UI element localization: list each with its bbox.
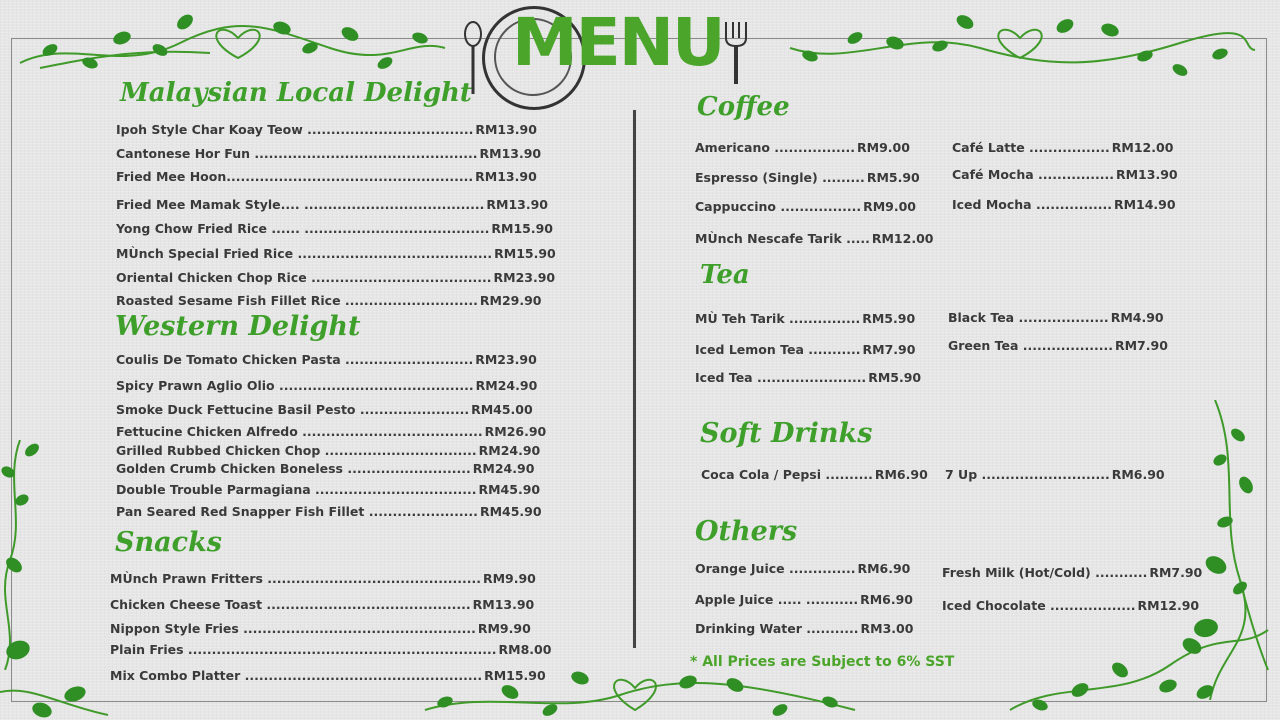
menu-item-price: RM24.90 <box>475 378 538 393</box>
menu-title: MENU <box>512 4 724 81</box>
section-title-tea: Tea <box>700 260 750 290</box>
menu-item-name: Plain Fries ................................................................. <box>110 642 497 657</box>
vine-top-left-decoration <box>10 8 450 78</box>
menu-item <box>116 293 541 308</box>
menu-item-price: RM9.90 <box>482 571 536 586</box>
menu-item <box>116 197 548 212</box>
menu-item-price: RM7.90 <box>1114 338 1168 353</box>
menu-item-name: Drinking Water ........... <box>695 621 859 636</box>
menu-item-price: RM5.90 <box>866 170 920 185</box>
menu-item-price: RM6.90 <box>874 467 928 482</box>
menu-item-name: Oriental Chicken Chop Rice ...................................... <box>116 270 492 285</box>
menu-item-price: RM12.00 <box>871 231 934 246</box>
menu-item-price: RM14.90 <box>1113 197 1176 212</box>
menu-item-price: RM15.90 <box>484 668 546 683</box>
menu-item-name: Orange Juice .............. <box>695 561 856 576</box>
menu-item-price: RM13.90 <box>472 597 535 612</box>
menu-item-price: RM6.90 <box>1111 467 1165 482</box>
menu-item <box>110 597 534 612</box>
menu-item-name: Cappuccino ................. <box>695 199 862 214</box>
vine-top-right-decoration <box>780 8 1260 78</box>
menu-item <box>942 598 1199 613</box>
fork-icon <box>722 20 750 86</box>
menu-item-name: Apple Juice ..... ........... <box>695 592 859 607</box>
menu-item-name: Fried Mee Mamak Style.... ...................................... <box>116 197 485 212</box>
menu-item-name: Black Tea ................... <box>948 310 1109 325</box>
menu-item-price: RM45.90 <box>478 482 541 497</box>
menu-item <box>116 270 555 285</box>
section-title-local: Malaysian Local Delight <box>120 78 472 108</box>
menu-item-name: Grilled Rubbed Chicken Chop ................................ <box>116 443 477 458</box>
menu-item-name: Café Latte ................. <box>952 140 1110 155</box>
section-title-coffee: Coffee <box>697 92 790 122</box>
menu-item-price: RM9.90 <box>477 621 531 636</box>
menu-item-price: RM9.00 <box>863 199 916 214</box>
vine-bottom-left-decoration <box>0 680 110 720</box>
menu-item-name: Nippon Style Fries ................................................. <box>110 621 476 636</box>
menu-item <box>110 642 551 657</box>
menu-item <box>116 246 556 261</box>
menu-item-price: RM12.90 <box>1137 598 1200 613</box>
menu-item-name: Roasted Sesame Fish Fillet Rice ............................ <box>116 293 478 308</box>
menu-item-price: RM8.00 <box>498 642 552 657</box>
section-title-soft: Soft Drinks <box>700 418 873 449</box>
menu-item <box>116 504 542 519</box>
menu-item <box>116 378 537 393</box>
menu-item-name: Coca Cola / Pepsi .......... <box>701 467 873 482</box>
section-title-western: Western Delight <box>115 311 361 342</box>
menu-item-price: RM15.90 <box>494 246 556 261</box>
menu-item-name: Golden Crumb Chicken Boneless .......................... <box>116 461 471 476</box>
menu-item-price: RM13.90 <box>1115 167 1178 182</box>
menu-item-price: RM3.00 <box>860 621 914 636</box>
menu-item-name: Iced Tea ....................... <box>695 370 867 385</box>
menu-item <box>952 140 1173 155</box>
menu-item-price: RM29.90 <box>479 293 542 308</box>
menu-item <box>701 467 928 482</box>
menu-item <box>948 338 1168 353</box>
menu-item <box>695 621 913 636</box>
section-title-snacks: Snacks <box>115 527 222 558</box>
menu-item-price: RM15.90 <box>491 221 554 236</box>
menu-item-name: Smoke Duck Fettucine Basil Pesto ....................... <box>116 402 470 417</box>
menu-item-price: RM5.90 <box>862 311 916 326</box>
menu-item <box>695 311 915 326</box>
menu-item-name: Americano ................. <box>695 140 856 155</box>
menu-item-price: RM12.00 <box>1111 140 1174 155</box>
menu-item <box>695 342 915 357</box>
menu-item <box>110 621 531 636</box>
menu-item <box>952 197 1176 212</box>
menu-item-name: Cantonese Hor Fun ............................................... <box>116 146 478 161</box>
menu-item-price: RM5.90 <box>868 370 922 385</box>
vine-bottom-right-decoration <box>1000 620 1270 720</box>
menu-item <box>695 592 913 607</box>
menu-item-name: MÙnch Prawn Fritters ............................................. <box>110 571 481 586</box>
vine-left-side-decoration <box>0 440 45 670</box>
menu-item-name: Fettucine Chicken Alfredo ...................................... <box>116 424 483 439</box>
menu-item-name: Double Trouble Parmagiana .................................. <box>116 482 477 497</box>
menu-item-name: Pan Seared Red Snapper Fish Fillet ....................... <box>116 504 478 519</box>
menu-item-name: Espresso (Single) ......... <box>695 170 865 185</box>
menu-item <box>945 467 1165 482</box>
menu-item-name: Fried Mee Hoon.................................................... <box>116 169 474 184</box>
section-title-others: Others <box>695 516 798 547</box>
menu-item <box>695 370 921 385</box>
menu-item-name: MÙnch Nescafe Tarik ..... <box>695 231 870 246</box>
menu-item <box>116 169 537 184</box>
menu-item-price: RM45.00 <box>471 402 533 417</box>
menu-item <box>695 199 916 214</box>
menu-item-price: RM45.90 <box>479 504 542 519</box>
menu-item-name: 7 Up ........................... <box>945 467 1110 482</box>
menu-item-name: Chicken Cheese Toast ........................................... <box>110 597 471 612</box>
menu-item-name: Iced Lemon Tea ........... <box>695 342 861 357</box>
menu-item-name: Ipoh Style Char Koay Teow ................................... <box>116 122 474 137</box>
menu-item-name: Coulis De Tomato Chicken Pasta ........................... <box>116 352 474 367</box>
column-divider <box>633 110 636 648</box>
menu-item <box>116 461 534 476</box>
menu-item-name: Iced Chocolate .................. <box>942 598 1136 613</box>
menu-item <box>116 402 533 417</box>
menu-item-price: RM13.90 <box>486 197 548 212</box>
menu-item <box>695 140 910 155</box>
menu-item-price: RM23.90 <box>475 352 537 367</box>
menu-item-name: Mix Combo Platter .................................................. <box>110 668 483 683</box>
menu-item-price: RM13.90 <box>475 169 537 184</box>
menu-item-price: RM6.90 <box>857 561 911 576</box>
menu-item-name: MÙnch Special Fried Rice ......................................... <box>116 246 493 261</box>
menu-item-price: RM24.90 <box>472 461 535 476</box>
menu-item <box>116 221 553 236</box>
menu-item <box>116 122 537 137</box>
menu-item <box>695 231 933 246</box>
menu-item <box>116 443 540 458</box>
menu-item-name: Green Tea ................... <box>948 338 1113 353</box>
menu-item <box>695 170 920 185</box>
menu-item <box>116 352 537 367</box>
menu-item <box>948 310 1164 325</box>
menu-item <box>695 561 910 576</box>
menu-item-price: RM23.90 <box>493 270 556 285</box>
tax-note: * All Prices are Subject to 6% SST <box>690 654 955 670</box>
menu-item-price: RM4.90 <box>1110 310 1164 325</box>
menu-item-price: RM13.90 <box>479 146 542 161</box>
menu-item-name: Yong Chow Fried Rice ...... ....................................... <box>116 221 490 236</box>
menu-item-price: RM26.90 <box>484 424 547 439</box>
menu-item <box>110 571 536 586</box>
menu-item-price: RM24.90 <box>478 443 541 458</box>
menu-item-price: RM13.90 <box>475 122 537 137</box>
menu-item <box>110 668 546 683</box>
menu-item-name: Café Mocha ................ <box>952 167 1114 182</box>
menu-item <box>942 565 1202 580</box>
menu-item-name: Fresh Milk (Hot/Cold) ........... <box>942 565 1148 580</box>
menu-item <box>116 424 546 439</box>
menu-item <box>116 146 541 161</box>
menu-item-name: MÙ Teh Tarik ............... <box>695 311 861 326</box>
menu-item-name: Iced Mocha ................ <box>952 197 1112 212</box>
menu-item <box>116 482 540 497</box>
menu-item <box>952 167 1178 182</box>
menu-item-price: RM7.90 <box>1149 565 1203 580</box>
menu-item-price: RM7.90 <box>862 342 916 357</box>
menu-item-price: RM9.00 <box>857 140 910 155</box>
menu-item-price: RM6.90 <box>860 592 913 607</box>
menu-item-name: Spicy Prawn Aglio Olio ......................................... <box>116 378 474 393</box>
